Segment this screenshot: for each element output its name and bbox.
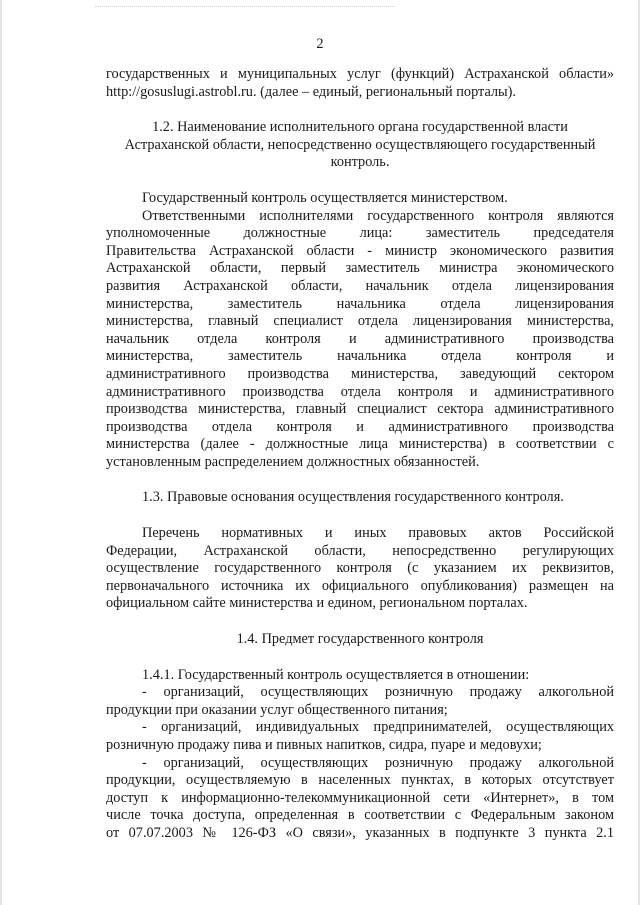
responsible-officials-paragraph [106,208,614,472]
paragraph: Государственный контроль осуществляется министерством. [142,189,508,206]
document-body [106,66,614,843]
list-item [106,755,614,843]
section-heading-1-4: 1.4. Предмет государственного контроля [236,631,484,648]
text-line: министерства, заместитель начальника отдела лицензирования [106,295,614,312]
text-line: административного производства министерства, заведующий сектором [106,365,614,382]
page-number: 2 [316,36,324,52]
section-heading-1-2 [106,119,614,172]
scan-noise [95,6,395,13]
text-line: доступ к информационно-телекоммуникационной сети «Интернет», в том [106,789,614,806]
heading-line: контроль. [330,154,390,171]
text-line: министерства (далее - должностные лица министерства) в соответствии с [106,436,614,453]
text-line: Федерации, Астраханской области, непосредственно регулирующих [106,542,614,559]
text-line: от 07.07.2003 № 126-ФЗ «О связи», указанных в подпункте 3 пункта 2.1 [106,824,614,841]
text-line: - организаций, осуществляющих розничную продажу алкогольной [142,684,614,701]
text-line: розничную продажу пива и пивных напитков, сидра, пуаре и медовухи; [106,737,542,753]
text-line: установленным распределением должностных обязанностей. [106,453,480,470]
text-line: Ответственными исполнителями государственного контроля являются [142,207,614,224]
paragraph: 1.4.1. Государственный контроль осуществляется в отношении: [142,666,530,683]
text-line: - организаций, осуществляющих розничную продажу алкогольной [142,754,614,771]
legal-basis-paragraph [106,525,614,613]
text-line: - организаций, индивидуальных предпринимателей, осуществляющих [142,719,614,736]
text-line: Правительства Астраханской области - министр экономического развития [106,242,614,259]
text-line: осуществление государственного контроля (с указанием их реквизитов, [106,560,614,577]
text-line: государственных и муниципальных услуг (функций) Астраханской области» [106,66,614,82]
text-line: производства отдела контроля и административного производства [106,418,614,435]
text-line: развития Астраханской области, начальник отдела лицензирования [106,277,614,294]
text-line: продукции, осуществляемую в населенных пунктах, в которых отсутствует [106,772,614,789]
text-line: http://gosuslugi.astrobl.ru. (далее – единый, региональный порталы). [106,83,517,100]
heading-line: 1.2. Наименование исполнительного органа государственной власти [152,119,568,136]
text-line: числе точка доступа, определенная в соответствии с Федеральным законом [106,807,614,824]
text-line: Перечень нормативных и иных правовых актов Российской [142,525,614,542]
section-heading-1-3: 1.3. Правовые основания осуществления государственного контроля. [142,489,564,506]
text-line: первоначального источника их официального опубликования) размещен на [106,577,614,594]
text-line: министерства, главный специалист отдела лицензирования министерства, [106,313,614,330]
text-line: официальном сайте министерства и едином, региональном порталах. [106,595,528,612]
text-line: начальник отдела контроля и административного производства [106,330,614,347]
text-line: Астраханской области, первый заместитель министра экономического [106,260,614,277]
heading-line: Астраханской области, непосредственно осуществляющего государственный [124,136,596,153]
list-item [106,684,614,719]
list-item [106,719,614,754]
lead-paragraph [106,66,614,101]
scan-edge-left [0,0,2,905]
text-line: уполномоченные должностные лица: заместитель председателя [106,225,614,242]
text-line: министерства, заместитель начальника отдела контроля и [106,348,614,365]
text-line: производства министерства, главный специалист сектора административного [106,401,614,418]
text-line: административного производства отдела контроля и административного [106,383,614,400]
text-line: продукции при оказании услуг общественного питания; [106,701,448,718]
